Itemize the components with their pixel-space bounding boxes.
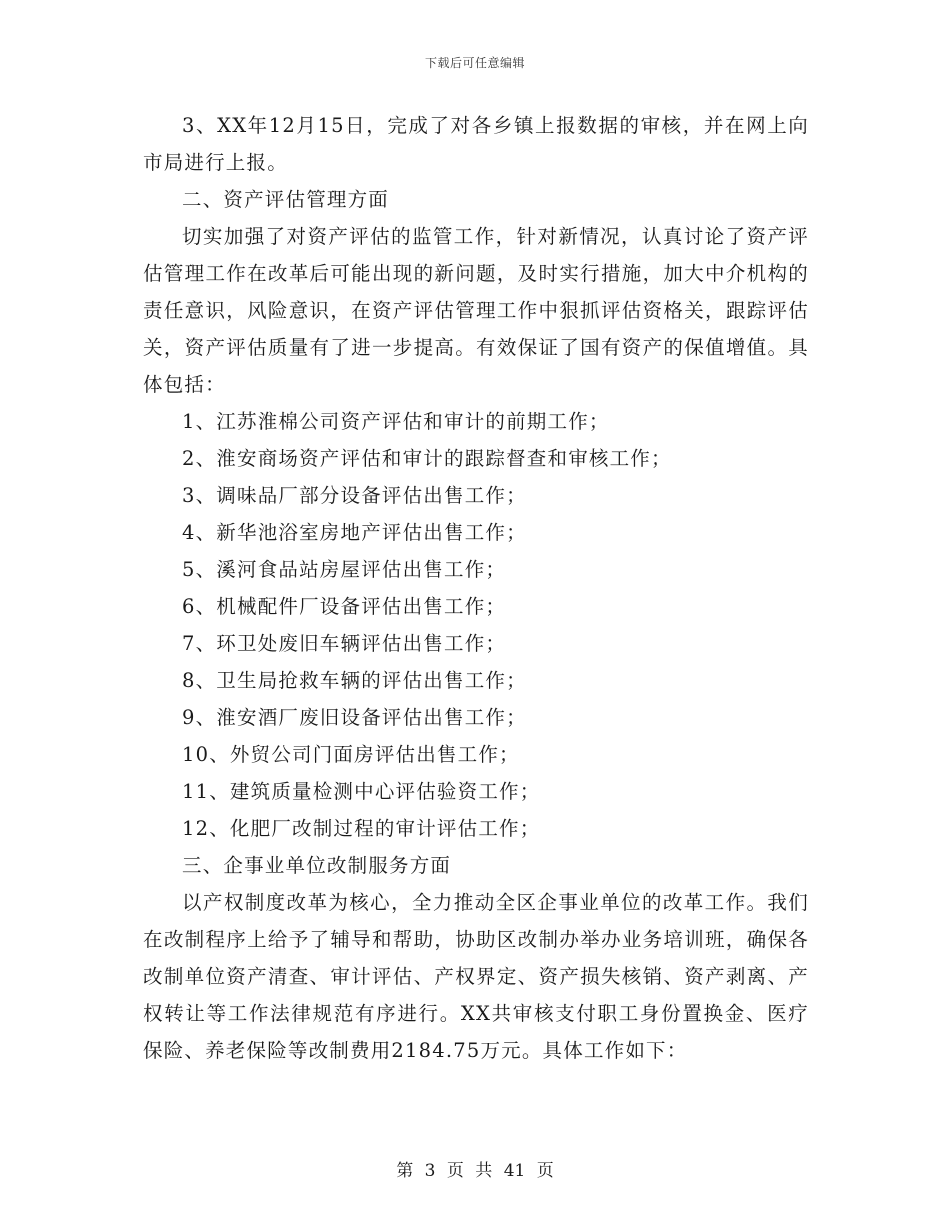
paragraph-2: 切实加强了对资产评估的监管工作，针对新情况，认真讨论了资产评估管理工作在改革后可能出现的新问题，及时实行措施，加大中介机构的责任意识，风险意识，在资产评估管理工作中狠抓评估资格关，跟踪评估关，资产评估质量有了进一步提高。有效保证了国有资产的保值增值。具体包括： — [143, 225, 809, 396]
list-item: 7、环卫处废旧车辆评估出售工作； — [182, 632, 507, 655]
section-heading-2: 二、资产评估管理方面 — [182, 188, 390, 211]
document-body — [143, 107, 809, 1069]
page-header: 下载后可任意编辑 — [424, 56, 525, 70]
list-item: 1、江苏淮棉公司资产评估和审计的前期工作； — [182, 410, 610, 433]
list-item: 12、化肥厂改制过程的审计评估工作； — [182, 817, 541, 840]
list-item: 9、淮安酒厂废旧设备评估出售工作； — [182, 706, 527, 729]
list-item: 6、机械配件厂设备评估出售工作； — [182, 595, 507, 618]
list-item: 3、调味品厂部分设备评估出售工作； — [182, 484, 527, 507]
list-item: 10、外贸公司门面房评估出售工作； — [182, 743, 520, 766]
page-footer: 第 3 页 共 41 页 — [396, 1161, 554, 1181]
section-heading-3: 三、企事业单位改制服务方面 — [182, 854, 452, 877]
paragraph-3: 以产权制度改革为核心，全力推动全区企事业单位的改革工作。我们在改制程序上给予了辅导和帮助，协助区改制办举办业务培训班，确保各改制单位资产清查、审计评估、产权界定、资产损失核销、资产剥离、产权转让等工作法律规范有序进行。XX共审核支付职工身份置换金、医疗保险、养老保险等改制费用2184.75万元。具体工作如下： — [143, 891, 809, 1062]
list-item: 8、卫生局抢救车辆的评估出售工作； — [182, 669, 527, 692]
list-item: 5、溪河食品站房屋评估出售工作； — [182, 558, 507, 581]
list-item: 11、建筑质量检测中心评估验资工作； — [182, 780, 541, 803]
list-item: 4、新华池浴室房地产评估出售工作； — [182, 521, 527, 544]
paragraph-1: 3、XX年12月15日，完成了对各乡镇上报数据的审核，并在网上向市局进行上报。 — [143, 114, 809, 174]
list-item: 2、淮安商场资产评估和审计的跟踪督查和审核工作； — [182, 447, 672, 470]
